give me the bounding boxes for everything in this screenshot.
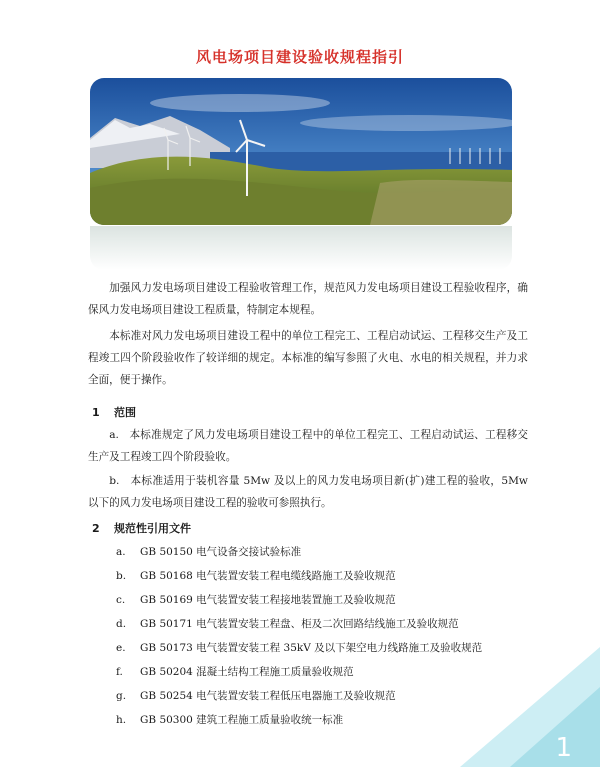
- section-heading-references: 2 规范性引用文件: [92, 522, 191, 535]
- reference-item: f. GB 50204 混凝土结构工程施工质量验收规范: [116, 666, 354, 678]
- intro-paragraph-1: 加强风力发电场项目建设工程验收管理工作，规范风力发电场项目建设工程验收程序，确保风力发电场项目建设工程质量，特制定本规程。: [88, 282, 528, 316]
- page-corner-decoration: [440, 647, 600, 767]
- reference-item: c. GB 50169 电气装置安装工程接地装置施工及验收规范: [116, 594, 396, 606]
- page-number: 1: [555, 733, 572, 763]
- scope-item-a: a. 本标准规定了风力发电场项目建设工程中的单位工程完工、工程启动试运、工程移交生产及工程竣工四个阶段验收。: [88, 429, 529, 463]
- scope-item-b: b. 本标准适用于装机容量 5Mw 及以上的风力发电场项目新(扩)建工程的验收，5Mw 以下的风力发电场项目建设工程的验收可参照执行。: [88, 475, 529, 509]
- photo-reflection: [90, 226, 512, 270]
- section-heading-scope: 1 范围: [92, 406, 136, 419]
- reference-item: h. GB 50300 建筑工程施工质量验收统一标准: [116, 714, 344, 726]
- intro-paragraph-2: 本标准对风力发电场项目建设工程中的单位工程完工、工程启动试运、工程移交生产及工程竣工四个阶段验收作了较详细的规定。本标准的编写参照了火电、水电的相关规程，并力求全面，便于操作。: [88, 330, 528, 386]
- reference-item: b. GB 50168 电气装置安装工程电缆线路施工及验收规范: [116, 570, 396, 582]
- reference-item: g. GB 50254 电气装置安装工程低压电器施工及验收规范: [116, 690, 396, 702]
- reference-item: d. GB 50171 电气装置安装工程盘、柜及二次回路结线施工及验收规范: [116, 618, 459, 630]
- document-title: 风电场项目建设验收规程指引: [195, 48, 404, 66]
- reference-item: a. GB 50150 电气设备交接试验标准: [116, 546, 302, 558]
- wind-farm-photo: [90, 78, 512, 225]
- reference-item: e. GB 50173 电气装置安装工程 35kV 及以下架空电力线路施工及验收规范: [116, 642, 483, 654]
